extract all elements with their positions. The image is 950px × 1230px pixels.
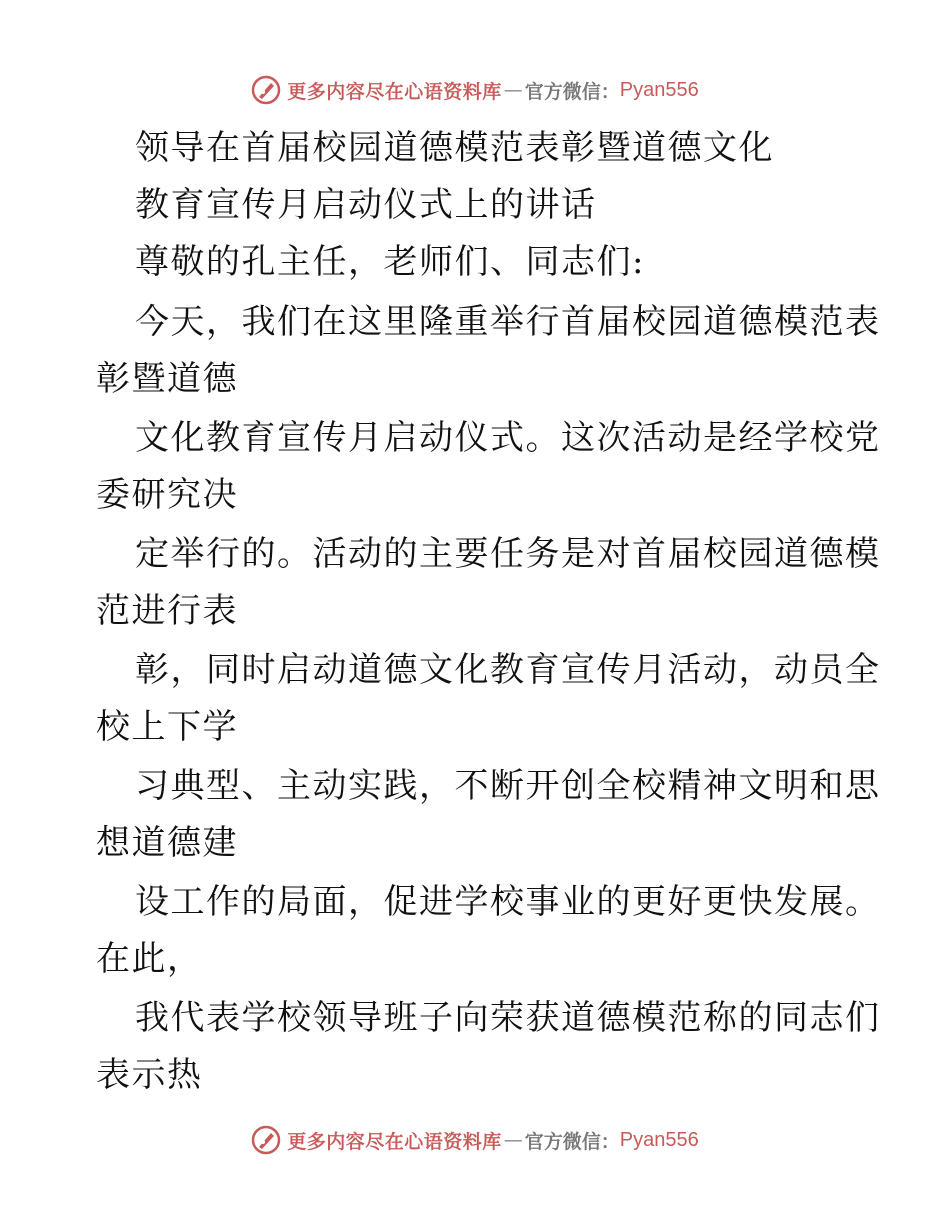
banner-dash: — [503, 79, 523, 101]
footer-banner [0, 1122, 950, 1158]
title-line-1: 领导在首届校园道德模范表彰暨道德文化 [135, 128, 774, 168]
paragraph-line: 彰暨道德 [96, 359, 238, 399]
quill-logo-icon [251, 75, 281, 105]
quill-logo-icon [251, 1125, 281, 1155]
paragraph-line: 习典型、主动实践，不断开创全校精神文明和思 [135, 766, 881, 806]
paragraph-line: 我代表学校领导班子向荣获道德模范称的同志们 [135, 998, 881, 1038]
paragraph-line: 定举行的。活动的主要任务是对首届校园道德模 [135, 534, 881, 574]
paragraph-line: 校上下学 [96, 707, 238, 747]
banner-dash: — [503, 1129, 523, 1151]
paragraph-line: 在此， [96, 939, 203, 979]
paragraph-line: 想道德建 [96, 823, 238, 863]
banner-text: 更多内容尽在心语资料库 [287, 80, 502, 103]
paragraph-line: 文化教育宣传月启动仪式。这次活动是经学校党 [135, 418, 881, 458]
paragraph-line: 委研究决 [96, 475, 238, 515]
header-banner [0, 72, 950, 108]
paragraph-line: 范进行表 [96, 591, 238, 631]
paragraph-line: 彰，同时启动道德文化教育宣传月活动，动员全 [135, 650, 881, 690]
banner-text: 更多内容尽在心语资料库 [287, 1130, 502, 1153]
paragraph-line: 今天，我们在这里隆重举行首届校园道德模范表 [135, 302, 881, 342]
salutation: 尊敬的孔主任，老师们、同志们: [135, 242, 645, 282]
banner-wechat-id: Pyan556 [619, 78, 699, 101]
paragraph-line: 表示热 [96, 1055, 203, 1095]
title-line-2: 教育宣传月启动仪式上的讲话 [135, 185, 597, 225]
banner-wechat-label: 官方微信： [524, 1130, 620, 1153]
banner-wechat-id: Pyan556 [619, 1128, 699, 1151]
banner-wechat-label: 官方微信： [524, 80, 620, 103]
paragraph-line: 设工作的局面，促进学校事业的更好更快发展。 [135, 882, 881, 922]
